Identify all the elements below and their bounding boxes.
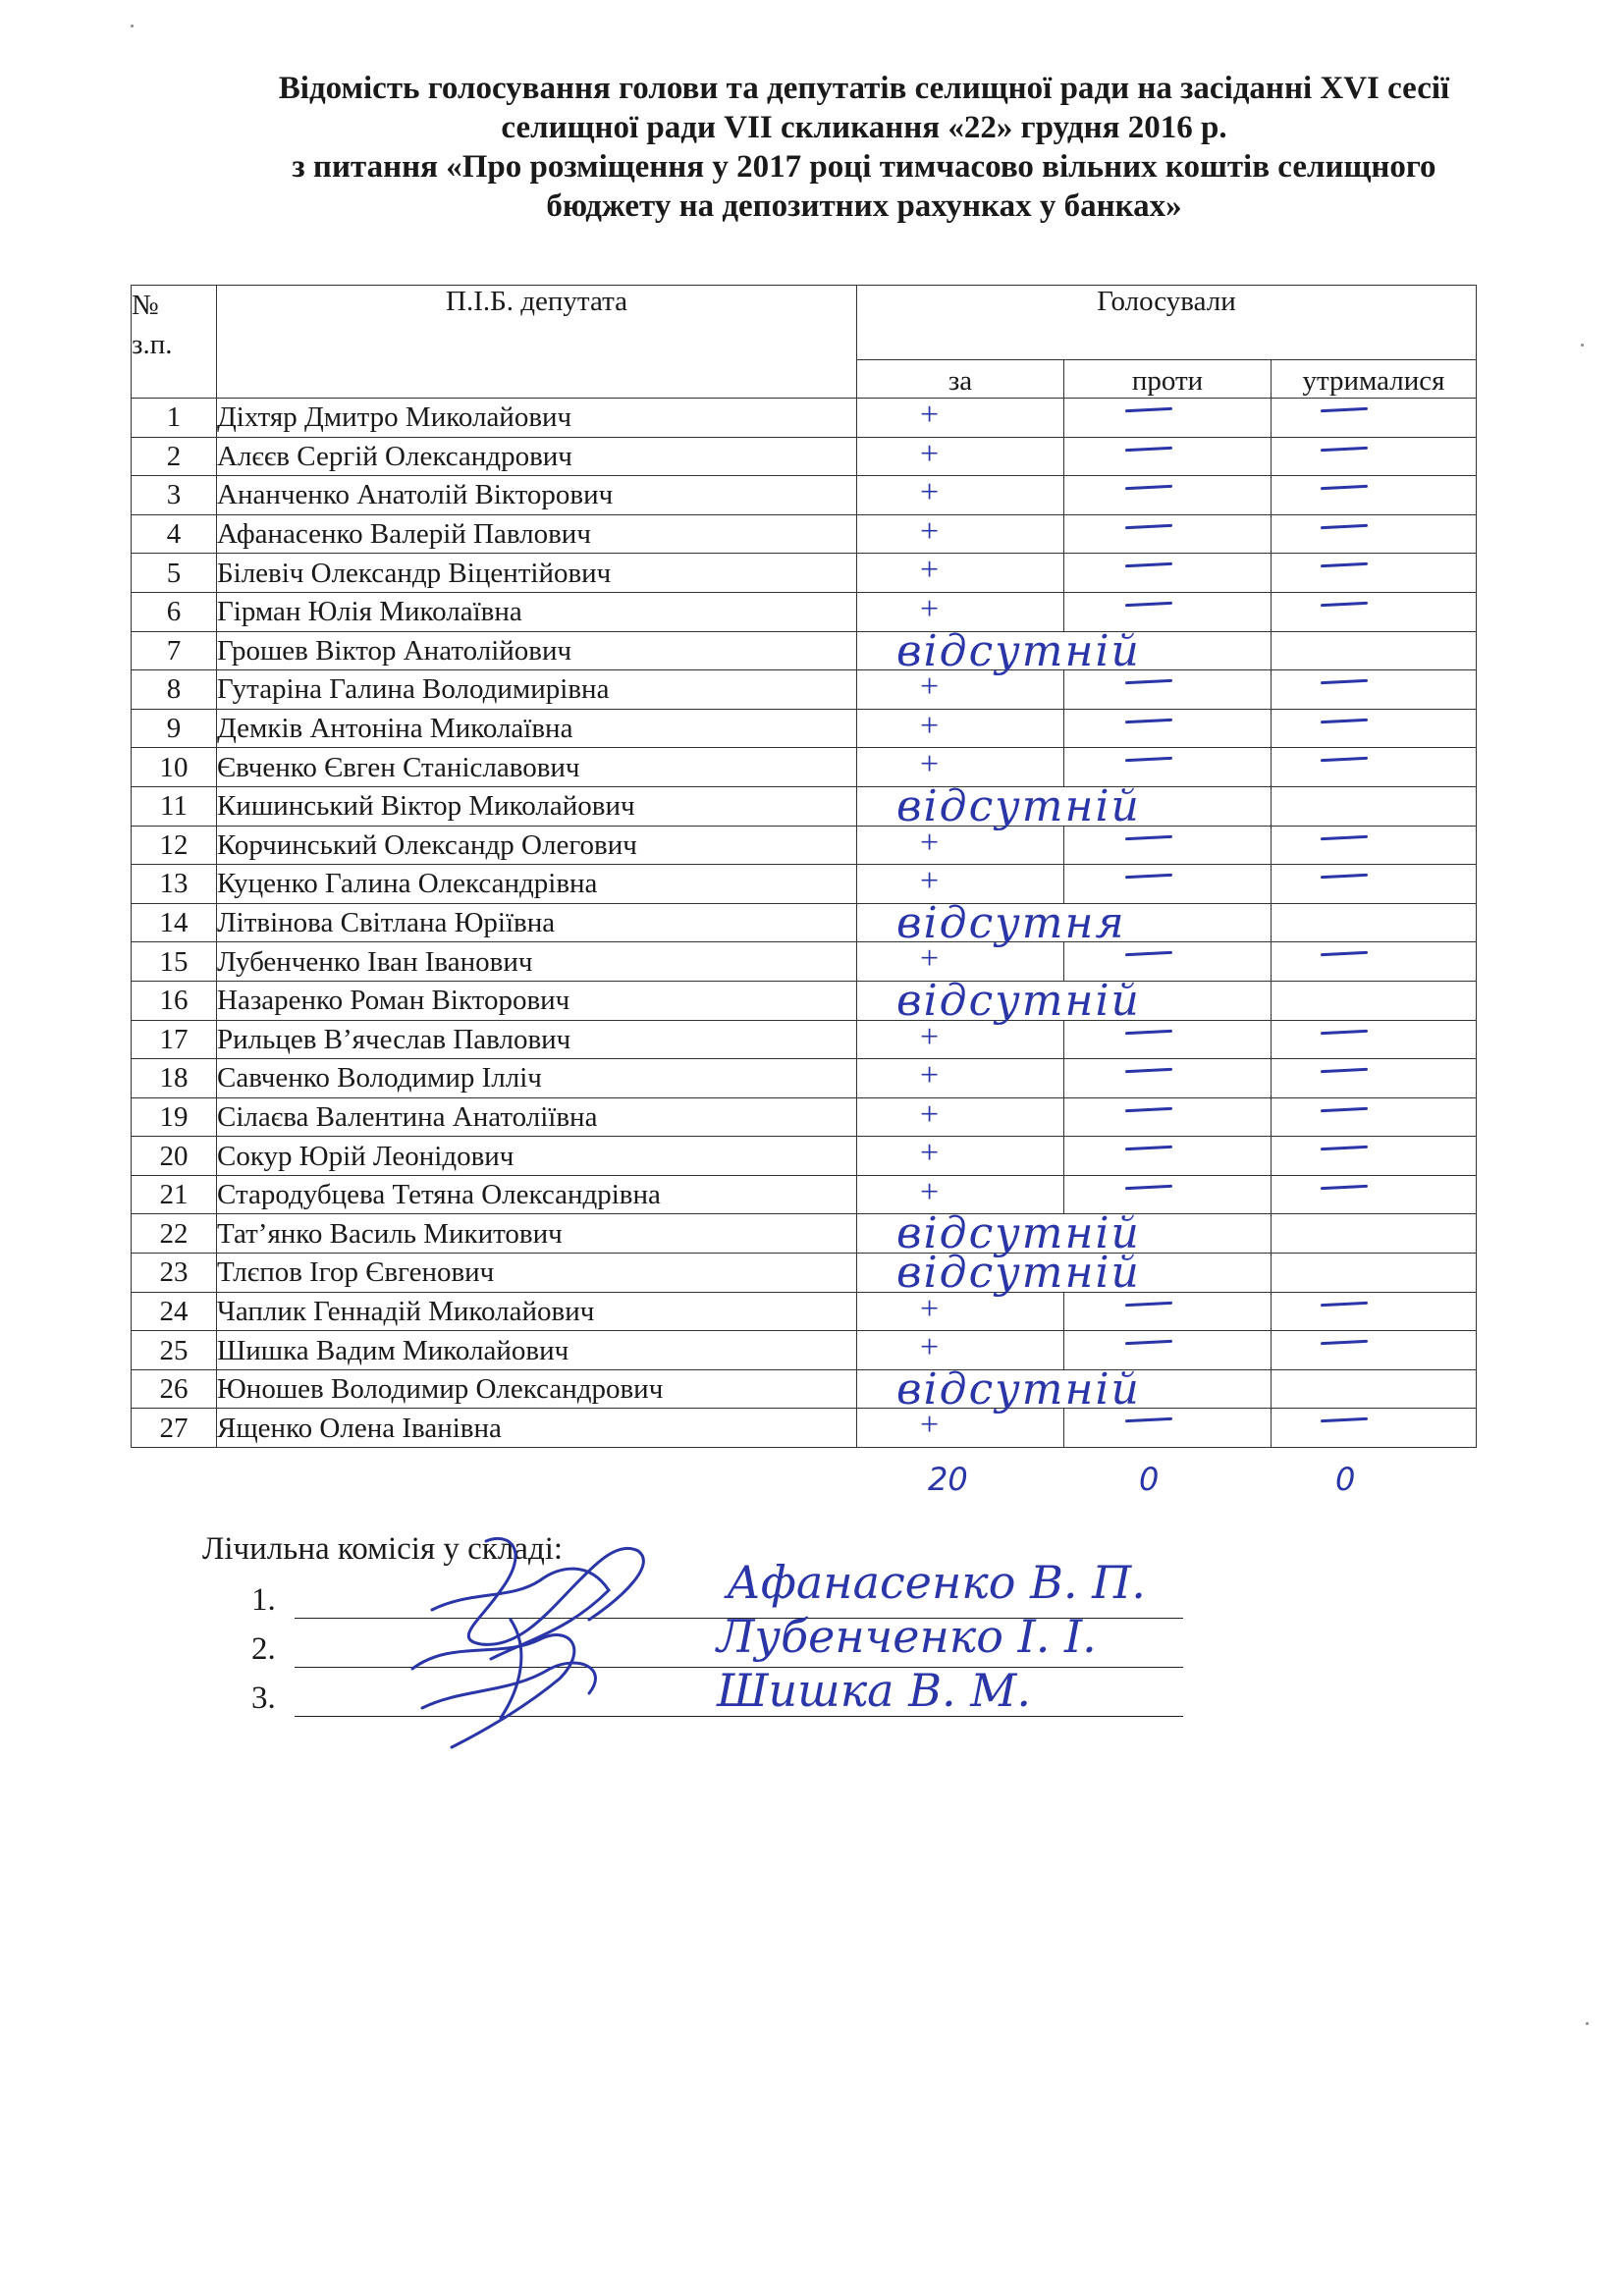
vote-for-cell: [857, 1020, 1064, 1059]
table-row: [132, 1137, 1477, 1176]
dash-mark-icon: [1321, 951, 1368, 956]
deputy-name: Білевіч Олександр Віцентійович: [217, 554, 857, 593]
row-number: 26: [132, 1369, 217, 1409]
vote-for-mark: +: [920, 1095, 940, 1133]
dash-mark-icon: [1321, 1340, 1368, 1345]
total-against: 0: [1139, 1461, 1160, 1498]
vote-abstained-cell: [1272, 786, 1477, 826]
row-number: 3: [132, 476, 217, 515]
deputy-name: Літвінова Світлана Юріївна: [217, 903, 857, 942]
vote-abstained-cell: [1272, 1020, 1477, 1059]
row-number: 2: [132, 437, 217, 476]
table-row: [132, 1292, 1477, 1331]
row-number: 5: [132, 554, 217, 593]
vote-for-mark: +: [920, 512, 940, 550]
absent-note: відсутній: [896, 1208, 1141, 1259]
dash-mark-icon: [1125, 1106, 1172, 1111]
deputy-name: Демків Антоніна Миколаївна: [217, 709, 857, 748]
absent-note: відсутній: [896, 1363, 1141, 1415]
dash-mark-icon: [1125, 679, 1172, 684]
row-number: 8: [132, 670, 217, 710]
title-line-2: селищної ради VII скликання «22» грудня 2016 р.: [501, 110, 1227, 145]
row-number: 22: [132, 1214, 217, 1254]
row-number: 14: [132, 903, 217, 942]
vote-abstained-cell: [1272, 592, 1477, 631]
vote-against-cell: [1064, 670, 1272, 710]
commission-member-1-name: Афанасенко В. П.: [727, 1556, 1146, 1609]
vote-for-mark: +: [920, 552, 940, 589]
total-for: 20: [928, 1461, 968, 1498]
table-row: [132, 1369, 1477, 1409]
row-number: 18: [132, 1059, 217, 1098]
dash-mark-icon: [1321, 524, 1368, 529]
row-number: 1: [132, 399, 217, 438]
vote-absent-cell: [857, 1248, 1272, 1299]
dash-mark-icon: [1125, 1417, 1172, 1422]
commission-label: Лічильна комісія у складі:: [202, 1531, 564, 1567]
dash-mark-icon: [1321, 407, 1368, 412]
absent-note: відсутній: [896, 780, 1141, 831]
dash-mark-icon: [1321, 1185, 1368, 1190]
header-against: проти: [1064, 359, 1272, 398]
vote-abstained-cell: [1272, 1214, 1477, 1254]
deputy-name: Сілаєва Валентина Анатоліївна: [217, 1097, 857, 1137]
dash-mark-icon: [1125, 407, 1172, 412]
dash-mark-icon: [1125, 718, 1172, 722]
vote-for-cell: [857, 826, 1064, 865]
deputy-name: Юношев Володимир Олександрович: [217, 1369, 857, 1409]
row-number: 4: [132, 514, 217, 554]
vote-for-mark: +: [920, 940, 940, 978]
scan-speck: [131, 25, 134, 27]
deputy-name: Лубенченко Іван Іванович: [217, 942, 857, 982]
deputy-name: Савченко Володимир Ілліч: [217, 1059, 857, 1098]
vote-abstained-cell: [1272, 1175, 1477, 1214]
table-row: [132, 514, 1477, 554]
dash-mark-icon: [1125, 562, 1172, 567]
dash-mark-icon: [1125, 1029, 1172, 1034]
row-number: 23: [132, 1254, 217, 1293]
vote-for-mark: +: [920, 590, 940, 627]
dash-mark-icon: [1125, 834, 1172, 839]
table-row: [132, 554, 1477, 593]
row-number: 25: [132, 1331, 217, 1370]
vote-for-mark: +: [920, 668, 940, 706]
dash-mark-icon: [1125, 1301, 1172, 1306]
row-number: 17: [132, 1020, 217, 1059]
scan-speck: [1581, 344, 1584, 347]
dash-mark-icon: [1321, 757, 1368, 762]
vote-for-cell: [857, 670, 1064, 710]
vote-abstained-cell: [1272, 1409, 1477, 1448]
deputy-name: Шишка Вадим Миколайович: [217, 1331, 857, 1370]
vote-absent-cell: [857, 780, 1272, 831]
table-row: [132, 1059, 1477, 1098]
vote-against-cell: [1064, 399, 1272, 438]
vote-for-mark: +: [920, 1135, 940, 1172]
dash-mark-icon: [1125, 1340, 1172, 1345]
vote-abstained-cell: [1272, 1331, 1477, 1370]
vote-abstained-cell: [1272, 476, 1477, 515]
vote-abstained-cell: [1272, 865, 1477, 904]
dash-mark-icon: [1321, 602, 1368, 607]
title-line-3: з питання «Про розміщення у 2017 році тимчасово вільних коштів селищного: [292, 149, 1436, 185]
deputy-name: Сокур Юрій Леонідович: [217, 1137, 857, 1176]
vote-abstained-cell: [1272, 748, 1477, 787]
vote-absent-cell: [857, 897, 1272, 948]
table-row: [132, 670, 1477, 710]
total-abstained: 0: [1335, 1461, 1356, 1498]
vote-abstained-cell: [1272, 826, 1477, 865]
title-line-1: Відомість голосування голови та депутатів селищної ради на засіданні XVI сесії: [278, 71, 1450, 106]
vote-for-mark: +: [920, 707, 940, 744]
vote-for-cell: [857, 1292, 1064, 1331]
vote-for-mark: +: [920, 863, 940, 900]
vote-against-cell: [1064, 1059, 1272, 1098]
vote-abstained-cell: [1272, 399, 1477, 438]
vote-abstained-cell: [1272, 514, 1477, 554]
deputy-name: Афанасенко Валерій Павлович: [217, 514, 857, 554]
dash-mark-icon: [1125, 524, 1172, 529]
dash-mark-icon: [1125, 1185, 1172, 1190]
vote-against-cell: [1064, 1409, 1272, 1448]
row-number: 9: [132, 709, 217, 748]
table-row: [132, 1020, 1477, 1059]
deputy-name: Гутаріна Галина Володимирівна: [217, 670, 857, 710]
row-number: 15: [132, 942, 217, 982]
row-number: 13: [132, 865, 217, 904]
row-number: 19: [132, 1097, 217, 1137]
deputy-name: Назаренко Роман Вікторович: [217, 981, 857, 1020]
dash-mark-icon: [1125, 757, 1172, 762]
vote-against-cell: [1064, 709, 1272, 748]
dash-mark-icon: [1321, 1301, 1368, 1306]
commission-num-1: 1.: [251, 1582, 276, 1618]
deputy-name: Тат’янко Василь Микитович: [217, 1214, 857, 1254]
deputy-name: Чаплик Геннадій Миколайович: [217, 1292, 857, 1331]
vote-for-cell: [857, 399, 1064, 438]
document-title: [177, 69, 1551, 226]
vote-for-cell: [857, 1059, 1064, 1098]
vote-abstained-cell: [1272, 437, 1477, 476]
table-row: [132, 399, 1477, 438]
vote-abstained-cell: [1272, 1254, 1477, 1293]
row-number: 21: [132, 1175, 217, 1214]
vote-for-cell: [857, 1409, 1064, 1448]
vote-against-cell: [1064, 476, 1272, 515]
vote-abstained-cell: [1272, 631, 1477, 670]
table-row: [132, 709, 1477, 748]
vote-abstained-cell: [1272, 981, 1477, 1020]
header-voted: Голосували: [857, 286, 1477, 360]
vote-abstained-cell: [1272, 1059, 1477, 1098]
dash-mark-icon: [1321, 834, 1368, 839]
row-number: 27: [132, 1409, 217, 1448]
vote-for-cell: [857, 514, 1064, 554]
table-row: [132, 748, 1477, 787]
table-row: [132, 1331, 1477, 1370]
vote-for-mark: +: [920, 1329, 940, 1366]
dash-mark-icon: [1321, 1417, 1368, 1422]
absent-note: відсутній: [896, 1248, 1141, 1299]
vote-against-cell: [1064, 554, 1272, 593]
vote-for-mark: +: [920, 1407, 940, 1444]
vote-abstained-cell: [1272, 942, 1477, 982]
vote-for-mark: +: [920, 824, 940, 861]
row-number: 10: [132, 748, 217, 787]
vote-abstained-cell: [1272, 1292, 1477, 1331]
deputy-name: Діхтяр Дмитро Миколайович: [217, 399, 857, 438]
table-row: [132, 1254, 1477, 1293]
title-line-4: бюджету на депозитних рахунках у банках»: [546, 188, 1182, 224]
header-abstained: утрималися: [1272, 359, 1477, 398]
table-row: [132, 631, 1477, 670]
dash-mark-icon: [1125, 1068, 1172, 1073]
vote-abstained-cell: [1272, 709, 1477, 748]
vote-for-mark: +: [920, 746, 940, 783]
table-row: [132, 903, 1477, 942]
vote-abstained-cell: [1272, 1137, 1477, 1176]
vote-abstained-cell: [1272, 1097, 1477, 1137]
vote-for-mark: +: [920, 397, 940, 433]
vote-for-mark: +: [920, 1018, 940, 1055]
deputy-name: Грошев Віктор Анатолійович: [217, 631, 857, 670]
vote-for-cell: [857, 1097, 1064, 1137]
dash-mark-icon: [1321, 485, 1368, 490]
deputy-name: Тлєпов Ігор Євгенович: [217, 1254, 857, 1293]
vote-against-cell: [1064, 1097, 1272, 1137]
row-number: 6: [132, 592, 217, 631]
vote-against-cell: [1064, 1292, 1272, 1331]
table-row: [132, 826, 1477, 865]
deputy-name: Рильцев В’ячеслав Павлович: [217, 1020, 857, 1059]
row-number: 7: [132, 631, 217, 670]
header-number: № з.п.: [132, 286, 217, 399]
absent-note: відсутній: [896, 975, 1141, 1026]
dash-mark-icon: [1321, 1106, 1368, 1111]
vote-abstained-cell: [1272, 1369, 1477, 1409]
table-row: [132, 1409, 1477, 1448]
vote-absent-cell: [857, 975, 1272, 1026]
dash-mark-icon: [1321, 718, 1368, 722]
vote-against-cell: [1064, 437, 1272, 476]
commission-num-2: 2.: [251, 1631, 276, 1667]
vote-against-cell: [1064, 1137, 1272, 1176]
table-body: [132, 399, 1477, 1448]
vote-absent-cell: [857, 1363, 1272, 1415]
table-row: [132, 1214, 1477, 1254]
deputy-name: Ананченко Анатолій Вікторович: [217, 476, 857, 515]
dash-mark-icon: [1125, 602, 1172, 607]
commission-member-3-name: Шишка В. М.: [717, 1664, 1031, 1717]
dash-mark-icon: [1321, 446, 1368, 451]
table-row: [132, 476, 1477, 515]
vote-for-mark: +: [920, 1057, 940, 1095]
deputy-name: Ященко Олена Іванівна: [217, 1409, 857, 1448]
table-row: [132, 1175, 1477, 1214]
row-number: 11: [132, 786, 217, 826]
table-row: [132, 865, 1477, 904]
dash-mark-icon: [1321, 1146, 1368, 1150]
row-number: 20: [132, 1137, 217, 1176]
dash-mark-icon: [1125, 485, 1172, 490]
vote-for-cell: [857, 437, 1064, 476]
dash-mark-icon: [1125, 951, 1172, 956]
table-row: [132, 1097, 1477, 1137]
table-row: [132, 942, 1477, 982]
table-row: [132, 437, 1477, 476]
dash-mark-icon: [1125, 446, 1172, 451]
table-row: [132, 786, 1477, 826]
dash-mark-icon: [1321, 562, 1368, 567]
vote-abstained-cell: [1272, 903, 1477, 942]
header-for: за: [857, 359, 1064, 398]
vote-for-cell: [857, 476, 1064, 515]
absent-note: відсутня: [896, 897, 1126, 948]
commission-member-2-name: Лубенченко І. І.: [717, 1610, 1097, 1663]
row-number: 12: [132, 826, 217, 865]
vote-against-cell: [1064, 514, 1272, 554]
deputy-name: Євченко Євген Станіславович: [217, 748, 857, 787]
header-name: П.І.Б. депутата: [217, 286, 857, 399]
scan-speck: [1586, 2022, 1589, 2025]
vote-for-cell: [857, 554, 1064, 593]
vote-abstained-cell: [1272, 554, 1477, 593]
row-number: 24: [132, 1292, 217, 1331]
vote-against-cell: [1064, 1020, 1272, 1059]
deputy-name: Куценко Галина Олександрівна: [217, 865, 857, 904]
vote-absent-cell: [857, 625, 1272, 676]
dash-mark-icon: [1125, 1146, 1172, 1150]
dash-mark-icon: [1321, 679, 1368, 684]
deputy-name: Стародубцева Тетяна Олександрівна: [217, 1175, 857, 1214]
vote-for-cell: [857, 709, 1064, 748]
vote-for-mark: +: [920, 1173, 940, 1210]
vote-for-mark: +: [920, 1290, 940, 1327]
absent-note: відсутній: [896, 625, 1141, 676]
dash-mark-icon: [1321, 1068, 1368, 1073]
deputy-name: Корчинський Олександр Олегович: [217, 826, 857, 865]
vote-for-mark: +: [920, 474, 940, 511]
vote-for-cell: [857, 1137, 1064, 1176]
signatures-scribble-icon: [393, 1522, 766, 1777]
table-row: [132, 981, 1477, 1020]
vote-abstained-cell: [1272, 670, 1477, 710]
row-number: 16: [132, 981, 217, 1020]
vote-against-cell: [1064, 826, 1272, 865]
deputy-name: Алєєв Сергій Олександрович: [217, 437, 857, 476]
commission-num-3: 3.: [251, 1681, 276, 1716]
dash-mark-icon: [1321, 1029, 1368, 1034]
table-row: [132, 592, 1477, 631]
dash-mark-icon: [1321, 874, 1368, 879]
dash-mark-icon: [1125, 874, 1172, 879]
deputy-name: Гірман Юлія Миколаївна: [217, 592, 857, 631]
deputy-name: Кишинський Віктор Миколайович: [217, 786, 857, 826]
vote-for-mark: +: [920, 435, 940, 472]
voting-table: [131, 285, 1477, 1448]
